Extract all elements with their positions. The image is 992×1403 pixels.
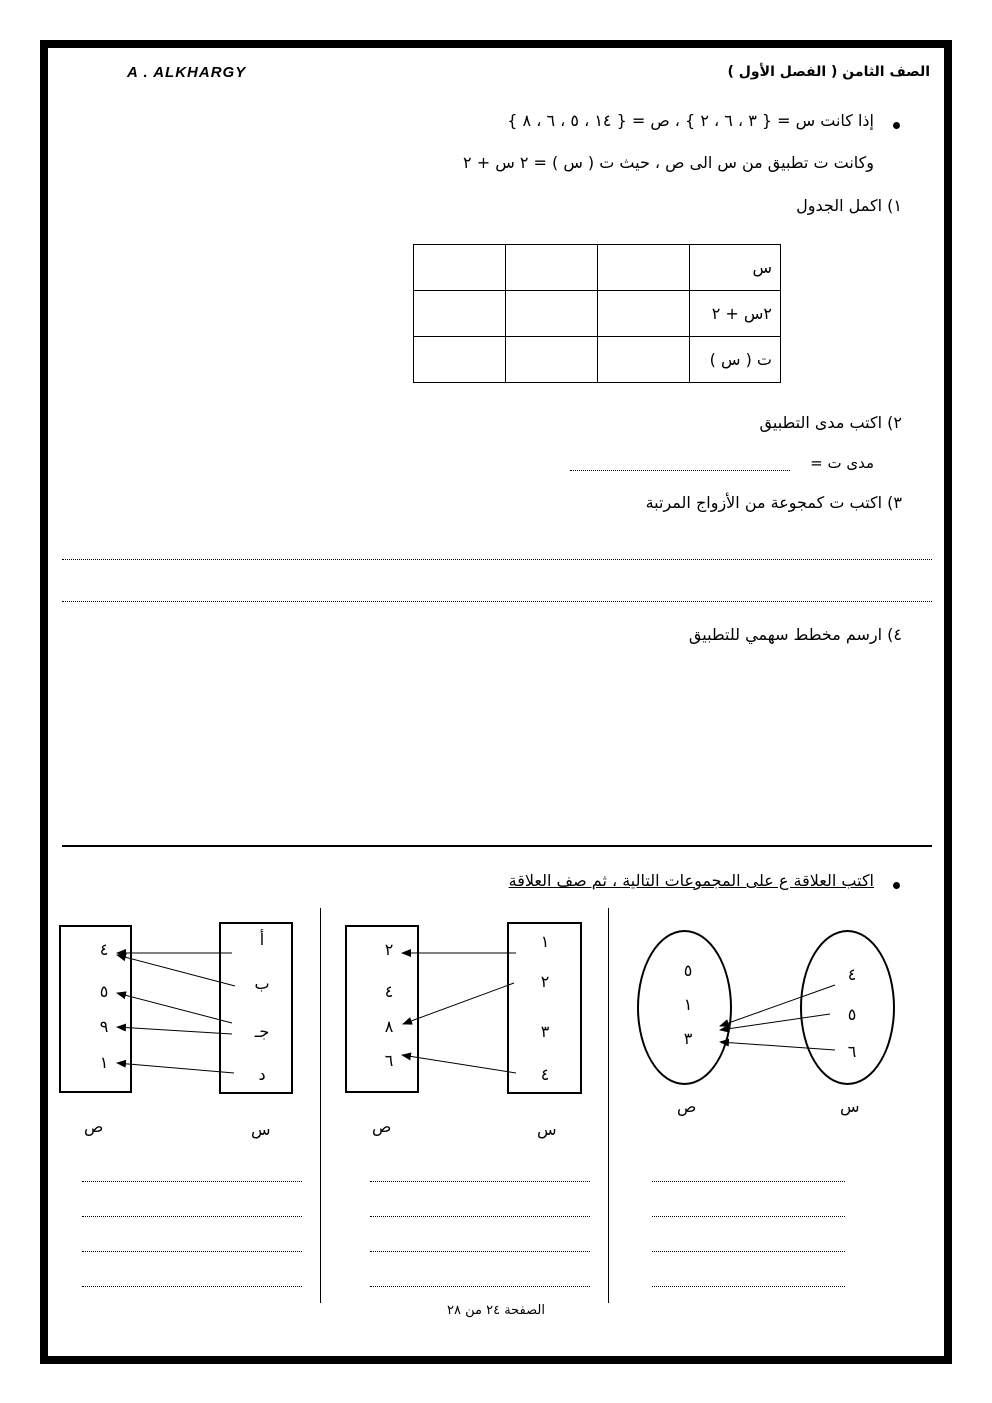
answer-line[interactable] <box>82 1216 302 1217</box>
set-element: ٢ <box>384 940 394 959</box>
set-element: د <box>258 1065 266 1084</box>
set-element: ٤ <box>99 940 109 959</box>
set-element: ٩ <box>99 1017 109 1036</box>
table-row-header: س <box>690 245 781 291</box>
set-element: ٣ <box>683 1029 693 1048</box>
author-name: A . ALKHARGY <box>127 64 247 81</box>
set-element: ١ <box>683 995 693 1014</box>
q1-part3: ٣) اكتب ت كمجوعة من الأزواج المرتبة <box>645 493 902 512</box>
relation-arrow <box>117 1027 232 1034</box>
table-row-header: ت ( س ) <box>690 337 781 383</box>
relation-arrow <box>720 1042 835 1050</box>
set-y-name: ص <box>372 1117 392 1136</box>
set-element: ٥ <box>847 1005 857 1024</box>
answer-line[interactable] <box>82 1181 302 1182</box>
set-element: أ <box>259 930 265 949</box>
set-y-name: ص <box>84 1117 104 1136</box>
relation-arrow <box>720 985 835 1026</box>
table-row-header: ٢س + ٢ <box>690 291 781 337</box>
set-element: ١ <box>540 932 550 951</box>
set-x-name: س <box>537 1120 557 1139</box>
q1-part4: ٤) ارسم مخطط سهمي للتطبيق <box>688 625 902 644</box>
set-element: ٥ <box>99 982 109 1001</box>
answer-line[interactable] <box>370 1251 590 1252</box>
set-element: جـ <box>254 1022 270 1041</box>
set-element: ٥ <box>683 961 693 980</box>
answer-line[interactable] <box>82 1286 302 1287</box>
q1-line1: إذا كانت س = { ٣ ، ٦ ، ٢ } ، ص = { ١٤ ، ٥ ، ٦ ، ٨ } <box>507 111 874 130</box>
relation-arrow <box>117 993 232 1023</box>
answer-line[interactable] <box>652 1286 845 1287</box>
set-element: ٦ <box>384 1051 394 1070</box>
set-x-name: س <box>840 1097 860 1116</box>
set-element: ٣ <box>540 1022 550 1041</box>
set-element: ٤ <box>847 965 857 984</box>
q1-part2: ٢) اكتب مدى التطبيق <box>759 413 902 432</box>
q2-instruction: اكتب العلاقة ع على المجموعات التالية ، ثم صف العلاقة <box>508 871 874 890</box>
set-element: ٨ <box>384 1017 394 1036</box>
grade-title: الصف الثامن ( الفصل الأول ) <box>727 64 930 80</box>
set-element: ٤ <box>540 1065 550 1084</box>
answer-line[interactable] <box>82 1251 302 1252</box>
page-number-text: الصفحة ٢٤ من ٢٨ <box>447 1303 545 1318</box>
set-element: ١ <box>99 1053 109 1072</box>
q1-part1: ١) اكمل الجدول <box>796 196 902 215</box>
answer-line[interactable] <box>652 1181 845 1182</box>
answer-line[interactable] <box>652 1251 845 1252</box>
page-number <box>0 1303 992 1318</box>
set-y-name: ص <box>677 1097 697 1116</box>
set-element: ب <box>254 974 270 993</box>
set-element: ٤ <box>384 982 394 1001</box>
relation-arrow <box>720 1014 830 1030</box>
answer-line[interactable] <box>370 1286 590 1287</box>
range-label: مدى ت = <box>810 454 874 472</box>
answer-line[interactable] <box>370 1216 590 1217</box>
relation-arrow <box>402 1055 516 1073</box>
answer-line[interactable] <box>370 1181 590 1182</box>
set-x-name: س <box>251 1120 271 1139</box>
set-element: ٦ <box>847 1042 857 1061</box>
answer-line[interactable] <box>652 1216 845 1217</box>
q1-line2: وكانت ت تطبيق من س الى ص ، حيث ت ( س ) = ٢ س + ٢ <box>463 153 874 172</box>
set-element: ٢ <box>540 972 550 991</box>
relation-arrow <box>117 955 235 986</box>
relation-arrow <box>117 1063 234 1073</box>
relation-arrow <box>403 983 514 1024</box>
